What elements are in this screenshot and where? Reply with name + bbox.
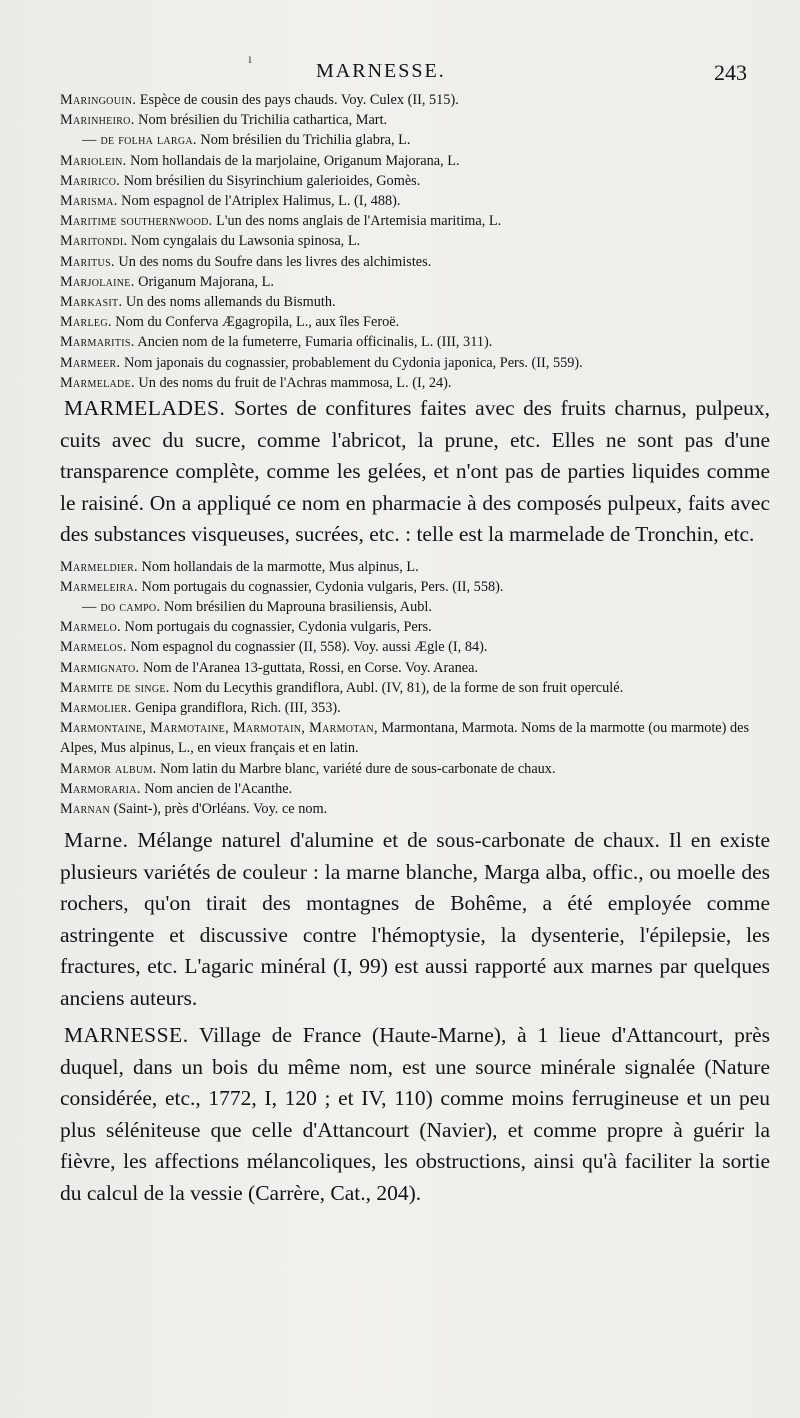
entry-text: Espèce de cousin des pays chauds. Voy. Culex (II, 515). xyxy=(139,92,459,108)
entry-head: — do campo. xyxy=(82,598,161,615)
entry-text: Marmontana, Marmota. Noms de la marmotte (ou marmote) des Alpes, Mus alpinus, L., en vieux français et en latin. xyxy=(60,720,750,757)
entry-head: Marleg. xyxy=(60,314,112,331)
entry-text: Un des noms du fruit de l'Achras mammosa, L. (I, 24). xyxy=(138,374,452,391)
article-marnesse xyxy=(60,1020,770,1209)
entry-marmolier xyxy=(60,698,770,718)
entries-middle xyxy=(60,557,770,820)
entry-text: Nom latin du Marbre blanc, variété dure de sous-carbonate de chaux. xyxy=(160,760,556,777)
entry-head: Marmignato. xyxy=(60,659,140,676)
entry-marmontaine xyxy=(60,718,770,758)
article-head: Marne. xyxy=(64,828,129,853)
article-text: Sortes de confitures faites avec des fruits charnus, pulpeux, cuits avec du sucre, comme l'abricot, la prune, etc. Elles ne sont pas d'une transparence complète, comme les gelées, et n'ont pas de parties liquides comme le raisiné. On a appliqué ce nom en pharmacie à des composés pulpeux, faits avec des substances visqueuses, sucrées, etc. : telle est la marmelade de Tronchin, etc. xyxy=(60,396,770,547)
entry-maringouin xyxy=(60,90,770,110)
article-head: MARNESSE. xyxy=(64,1023,189,1048)
entry-head: Marmeer. xyxy=(60,354,121,371)
entry-head: Marmolier. xyxy=(60,699,132,716)
entry-text: Nom du Conferva Ægagropila, L., aux îles Feroë. xyxy=(115,314,400,331)
entry-text: Nom ancien de l'Acanthe. xyxy=(144,780,293,797)
entry-text: Ancien nom de la fumeterre, Fumaria officinalis, L. (III, 311). xyxy=(137,334,493,351)
article-marne xyxy=(60,825,770,1014)
entry-marmoraria xyxy=(60,779,770,799)
entry-marmelos xyxy=(60,637,770,657)
entry-head: Marmontaine, Marmotaine, Marmotain, Marmotan, xyxy=(60,720,378,737)
entry-text: Nom cyngalais du Lawsonia spinosa, L. xyxy=(131,233,361,250)
entry-marmelade xyxy=(60,373,770,393)
page-number: 243 xyxy=(714,60,747,85)
entry-head: Maritus. xyxy=(60,253,115,270)
entry-marinheiro xyxy=(60,110,770,130)
entry-text: Nom brésilien du Maprouna brasiliensis, Aubl. xyxy=(163,598,432,615)
entry-marmite-de-singe xyxy=(60,678,770,698)
entry-marmeldier xyxy=(60,557,770,577)
entry-text: L'un des noms anglais de l'Artemisia maritima, L. xyxy=(216,213,502,230)
entry-marisma xyxy=(60,191,770,211)
entry-text: Nom brésilien du Trichilia glabra, L. xyxy=(200,132,411,149)
entry-markasit xyxy=(60,292,770,312)
entry-head: Mariolein. xyxy=(60,152,127,169)
entry-head: — de folha larga. xyxy=(82,132,197,149)
entry-text: Nom espagnol du cognassier (II, 558). Voy. aussi Ægle (I, 84). xyxy=(130,639,488,656)
entry-text: Nom hollandais de la marjolaine, Origanum Majorana, L. xyxy=(130,152,460,169)
entry-maritus xyxy=(60,252,770,272)
entry-head: Markasit. xyxy=(60,294,123,311)
entry-text: Genipa grandiflora, Rich. (III, 353). xyxy=(135,699,341,716)
entry-head: Marisma. xyxy=(60,193,118,210)
entry-marnan xyxy=(60,799,770,819)
entry-head: Marmelade. xyxy=(60,374,135,391)
entry-marjolaine xyxy=(60,272,770,292)
entry-mariolein xyxy=(60,151,770,171)
entry-head: Marnan xyxy=(60,800,111,817)
header-mark: ı xyxy=(248,52,252,67)
page-header xyxy=(0,52,800,92)
entry-text: (Saint-), près d'Orléans. Voy. ce nom. xyxy=(113,800,328,817)
entry-head: Marmaritis. xyxy=(60,334,135,351)
entry-text: Nom portugais du cognassier, Cydonia vulgaris, Pers. xyxy=(124,619,432,636)
entries-top xyxy=(60,90,770,393)
entry-text: Nom hollandais de la marmotte, Mus alpinus, L. xyxy=(141,558,419,575)
article-head: MARMELADES. xyxy=(64,396,226,421)
entry-text: Origanum Majorana, L. xyxy=(138,273,274,290)
entry-text: Nom du Lecythis grandiflora, Aubl. (IV, 81), de la forme de son fruit operculé. xyxy=(173,679,624,696)
entry-head: Marmelo. xyxy=(60,619,121,636)
entry-head: Maririco. xyxy=(60,172,121,189)
entry-marmor-album xyxy=(60,759,770,779)
article-text: Mélange naturel d'alumine et de sous-carbonate de chaux. Il en existe plusieurs variétés de couleur : la marne blanche, Marga alba, offic., ou moelle des rochers, qu'on tirait des montagnes de Bohême, a été employée comme astringente et discussive contre l'hémoptysie, la dysenterie, l'épilepsie, les fractures, etc. L'agaric minéral (I, 99) est aussi rapporté aux marnes par quelques anciens auteurs. xyxy=(60,828,771,1010)
entry-head: Maritime southernwood. xyxy=(60,213,213,230)
entry-head: Marmelos. xyxy=(60,639,127,656)
entry-head: Marmite de singe. xyxy=(60,679,170,696)
entry-marmeer xyxy=(60,353,770,373)
entry-head: Marmoraria. xyxy=(60,780,141,797)
entry-marmelo xyxy=(60,617,770,637)
entry-text: Nom de l'Aranea 13-guttata, Rossi, en Corse. Voy. Aranea. xyxy=(142,659,479,676)
entry-text: Nom brésilien du Trichilia cathartica, Mart. xyxy=(138,112,388,129)
entry-head: Marmor album. xyxy=(60,760,157,777)
entry-text: Un des noms allemands du Bismuth. xyxy=(125,294,336,311)
entry-text: Nom brésilien du Sisyrinchium galerioides, Gomès. xyxy=(123,172,421,189)
entry-head: Maringouin. xyxy=(60,92,137,108)
entry-head: Marinheiro. xyxy=(60,112,135,129)
entry-marinheiro-folha-larga xyxy=(60,130,770,150)
article-text: Village de France (Haute-Marne), à 1 lieue d'Attancourt, près duquel, dans un bois du même nom, est une source minérale signalée (Nature considérée, etc., 1772, I, 120 ; et IV, 110) comme moins ferrugineuse et un peu plus séléniteuse que celle d'Attancourt (Navier), et comme propre à guérir la fièvre, les affections mélancoliques, les obstructions, ainsi qu'à faciliter la sortie du calcul de la vessie (Carrère, Cat., 204). xyxy=(60,1023,770,1205)
entry-maririco xyxy=(60,171,770,191)
entry-marmignato xyxy=(60,658,770,678)
entry-maritondi xyxy=(60,231,770,251)
page-content xyxy=(60,90,770,1209)
running-title: MARNESSE. xyxy=(316,60,446,82)
entry-head: Marjolaine. xyxy=(60,273,135,290)
entry-head: Maritondi. xyxy=(60,233,128,250)
entry-marmeleira xyxy=(60,577,770,597)
entry-marleg xyxy=(60,312,770,332)
entry-text: Nom portugais du cognassier, Cydonia vulgaris, Pers. (II, 558). xyxy=(141,578,504,595)
entry-text: Un des noms du Soufre dans les livres des alchimistes. xyxy=(118,253,432,270)
entry-marmeleira-do-campo xyxy=(60,597,770,617)
article-marmelades xyxy=(60,393,770,551)
entry-text: Nom espagnol de l'Atriplex Halimus, L. (I, 488). xyxy=(121,193,401,210)
entry-marmaritis xyxy=(60,332,770,352)
entry-head: Marmeldier. xyxy=(60,558,138,575)
entry-maritime-southernwood xyxy=(60,211,770,231)
entry-head: Marmeleira. xyxy=(60,578,138,595)
entry-text: Nom japonais du cognassier, probablement du Cydonia japonica, Pers. (II, 559). xyxy=(123,354,583,371)
